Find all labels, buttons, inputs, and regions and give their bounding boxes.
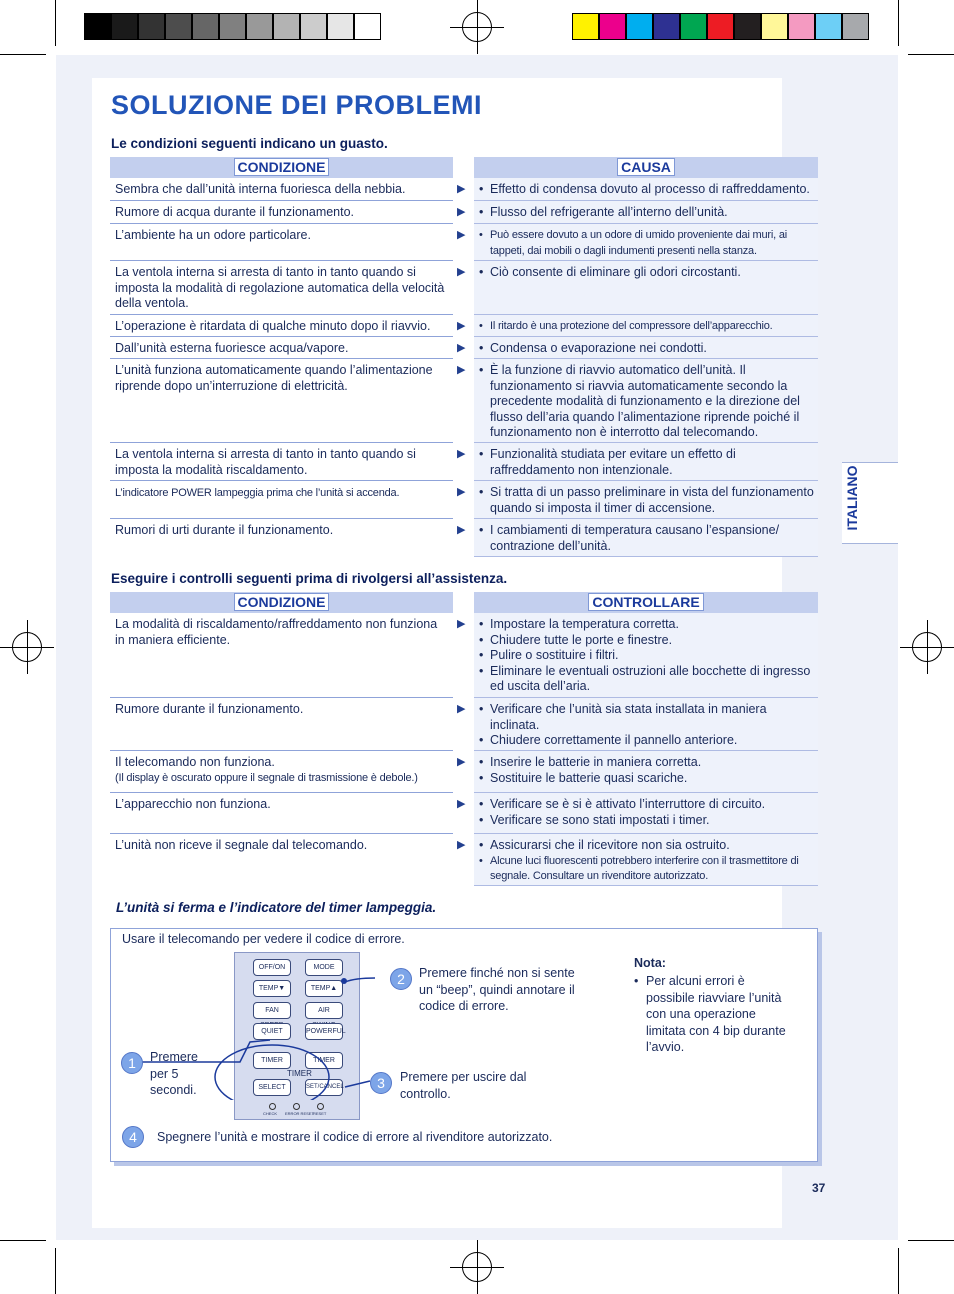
table-row-checks: • Assicurarsi che il ricevitore non sia ostruito. • Alcune luci fluorescenti potrebbero interferire con il trasmettitore di segnale. Consultare un rivenditore autorizzato. bbox=[474, 834, 818, 886]
table-row-cause: • Si tratta di un passo preliminare in vista del funzionamento quando si imposta il timer di accensione. bbox=[474, 481, 818, 519]
table-row-condition: Dall’unità esterna fuoriesce acqua/vapore. bbox=[110, 337, 453, 359]
table-row-cause: • Il ritardo è una protezione del compressore dell’apparecchio. bbox=[474, 315, 818, 337]
arrow-icon: ▶ bbox=[457, 183, 466, 195]
table-row-cause: • Condensa o evaporazione nei condotti. bbox=[474, 337, 818, 359]
quiet-button[interactable]: QUIET bbox=[253, 1023, 291, 1040]
table-row-checks: • Verificare se è si è attivato l’interruttore di circuito. • Verificare se sono stati impostati i timer. bbox=[474, 793, 818, 834]
section2-heading: Eseguire i controlli seguenti prima di rivolgersi all’assistenza. bbox=[111, 571, 508, 586]
reset-label: RESET bbox=[313, 1111, 327, 1116]
table-row-checks: • Verificare che l’unità sia stata installata in maniera inclinata. • Chiudere correttamente il pannello anteriore. bbox=[474, 698, 818, 751]
arrow-icon: ▶ bbox=[457, 364, 466, 376]
arrow-icon: ▶ bbox=[457, 618, 466, 630]
check-label: CHECK bbox=[263, 1111, 278, 1116]
error-reset-label: ERROR RESET bbox=[285, 1111, 314, 1116]
note-title: Nota: bbox=[634, 956, 666, 970]
table-row-condition: L’unità funziona automaticamente quando l’alimentazione riprende dopo un’interruzione di elettricità. bbox=[110, 359, 453, 443]
step2-text: Premere finché non si sente un “beep”, quindi annotare il codice di errore. bbox=[419, 966, 575, 1013]
table-row-condition: La modalità di riscaldamento/raffreddamento non funziona in maniera efficiente. bbox=[110, 613, 453, 698]
table-row-checks: • Inserire le batterie in maniera corretta. • Sostituire le batterie quasi scariche. bbox=[474, 751, 818, 793]
note-text: • Per alcuni errori è possibile riavviare l’unità con una operazione limitata con 4 bip durante l’avvio. bbox=[634, 974, 786, 1054]
arrow-icon: ▶ bbox=[457, 524, 466, 536]
error-reset-button[interactable] bbox=[293, 1103, 300, 1110]
arrow-icon: ▶ bbox=[457, 320, 466, 332]
arrow-icon: ▶ bbox=[457, 703, 466, 715]
reset-button[interactable] bbox=[317, 1103, 324, 1110]
step1-text: Premere per 5 secondi. bbox=[150, 1050, 198, 1097]
error-code-intro: Usare il telecomando per vedere il codice di errore. bbox=[122, 932, 405, 946]
table-row-condition: L’unità non riceve il segnale dal telecomando. bbox=[115, 838, 368, 852]
col-header-condition: CONDIZIONE bbox=[110, 157, 453, 178]
timer-off-button[interactable]: TIMER bbox=[305, 1052, 343, 1069]
table-row-cause: • Flusso del refrigerante all’interno dell’unità. bbox=[474, 201, 818, 224]
table-row-cause: • Funzionalità studiata per evitare un effetto di raffreddamento non intenzionale. bbox=[474, 443, 818, 481]
table-row-checks: • Impostare la temperatura corretta. • Chiudere tutte le porte e finestre. • Pulire o sostituire i filtri. • Eliminare le eventuali ostruzioni alle bocchette di ingresso ed uscita dell’aria. bbox=[474, 613, 818, 698]
arrow-icon: ▶ bbox=[457, 839, 466, 851]
temp-down-button[interactable]: TEMP▼ bbox=[253, 980, 291, 997]
page-number: 37 bbox=[812, 1181, 826, 1195]
section1-heading: Le condizioni seguenti indicano un guasto. bbox=[111, 136, 388, 151]
table-row-condition: L’ambiente ha un odore particolare. bbox=[110, 224, 453, 261]
arrow-icon: ▶ bbox=[457, 798, 466, 810]
step-number: 3 bbox=[370, 1072, 392, 1094]
step-number: 4 bbox=[122, 1126, 144, 1148]
arrow-icon: ▶ bbox=[457, 486, 466, 498]
step4-text: Spegnere l’unità e mostrare il codice di errore al rivenditore autorizzato. bbox=[157, 1130, 553, 1144]
arrow-icon: ▶ bbox=[457, 448, 466, 460]
table-row-condition: Sembra che dall’unità interna fuoriesca della nebbia. bbox=[110, 178, 453, 201]
arrow-icon: ▶ bbox=[457, 266, 466, 278]
check-button[interactable] bbox=[269, 1103, 276, 1110]
table-row-condition: Il telecomando non funziona. (Il display è oscurato oppure il segnale di trasmissione è debole.) bbox=[110, 751, 453, 793]
table-row-condition: La ventola interna si arresta di tanto in tanto quando si imposta la modalità di regolazione automatica della velocità della ventola. bbox=[110, 261, 453, 315]
set-cancel-button[interactable]: SET/CANCEL bbox=[305, 1079, 343, 1096]
step-number: 1 bbox=[121, 1052, 143, 1074]
off-on-button[interactable]: OFF/ON bbox=[253, 959, 291, 976]
table-row-cause: • Può essere dovuto a un odore di umido proveniente dai muri, ai tappeti, dai mobili o dagli indumenti presenti nella stanza. bbox=[474, 224, 818, 261]
timer-on-button[interactable]: TIMER bbox=[253, 1052, 291, 1069]
table-row-cause: • È la funzione di riavvio automatico dell’unità. Il funzionamento si riavvia automaticamente secondo la precedente modalità di funzionamento e la direzione del flusso dell’aria quando l’alimentazione riprende poiché il funzionamento non è interrotto dal telecomando. bbox=[474, 359, 818, 443]
callout-dot bbox=[341, 978, 347, 984]
table-row-condition: Rumore durante il funzionamento. bbox=[110, 698, 453, 751]
step3-text: Premere per uscire dal controllo. bbox=[400, 1070, 527, 1101]
table-row-condition: L’operazione è ritardata di qualche minuto dopo il riavvio. bbox=[110, 315, 453, 337]
table-row-cause: • Effetto di condensa dovuto al processo di raffreddamento. bbox=[474, 178, 818, 201]
col-header-condition: CONDIZIONE bbox=[110, 592, 453, 613]
arrow-icon: ▶ bbox=[457, 342, 466, 354]
mode-button[interactable]: MODE bbox=[305, 959, 343, 976]
arrow-icon: ▶ bbox=[457, 206, 466, 218]
col-header-cause: CAUSA bbox=[474, 157, 818, 178]
table-row-condition: L’indicatore POWER lampeggia prima che l’unità si accenda. bbox=[110, 481, 453, 519]
arrow-icon: ▶ bbox=[457, 756, 466, 768]
table-row-condition: L’apparecchio non funziona. bbox=[110, 793, 453, 834]
table-row-cause: • I cambiamenti di temperatura causano l’espansione/ contrazione dell’unità. bbox=[474, 519, 818, 557]
table-row-condition: Rumori di urti durante il funzionamento. bbox=[115, 523, 334, 537]
table-row-cause: • Ciò consente di eliminare gli odori circostanti. bbox=[474, 261, 818, 315]
page-title: SOLUZIONE DEI PROBLEMI bbox=[111, 90, 483, 120]
section3-heading: L’unità si ferma e l’indicatore del timer lampeggia. bbox=[116, 900, 437, 915]
table-row-condition: La ventola interna si arresta di tanto in tanto quando si imposta la modalità riscaldamento. bbox=[110, 443, 453, 481]
air-swing-button[interactable]: AIR bbox=[305, 1002, 343, 1019]
table-row-condition: Rumore di acqua durante il funzionamento. bbox=[110, 201, 453, 224]
language-tab-label: ITALIANO bbox=[844, 465, 860, 531]
arrow-icon: ▶ bbox=[457, 229, 466, 241]
col-header-check: CONTROLLARE bbox=[474, 592, 818, 613]
powerful-button[interactable]: POWERFUL bbox=[305, 1023, 343, 1040]
timer-label: TIMER bbox=[287, 1069, 312, 1078]
temp-up-button[interactable]: TEMP▲ bbox=[305, 980, 343, 997]
select-button[interactable]: SELECT bbox=[253, 1079, 291, 1096]
step-number: 2 bbox=[390, 968, 412, 990]
fan-speed-button[interactable]: FAN bbox=[253, 1002, 291, 1019]
